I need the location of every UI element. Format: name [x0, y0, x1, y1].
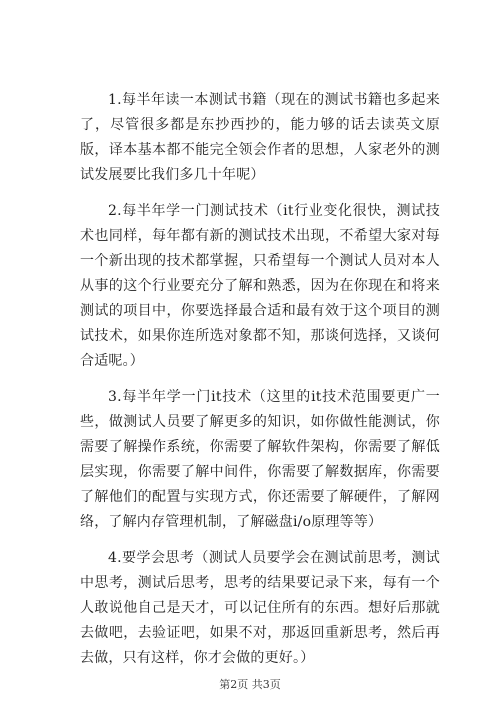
- page-number-footer: 第2页 共3页: [219, 678, 281, 691]
- paragraph-1: 1.每半年读一本测试书籍（现在的测试书籍也多起来了，尽管很多都是东抄西抄的，能力够的话去读英文原版，译本基本都不能完全领会作者的思想，人家老外的测试发展要比我们多几十年呢）: [80, 92, 440, 183]
- paragraph-4: 4.要学会思考（测试人员要学会在测试前思考，测试中思考，测试后思考，思考的结果要记录下来，每有一个人敢说他自己是天才，可以记住所有的东西。想好后那就去做吧，去验证吧，如果不对，那返回重新思考，然后再去做，只有这样，你才会做的更好。）: [80, 550, 440, 666]
- paragraph-2: 2.每半年学一门测试技术（it行业变化很快，测试技术也同样，每年都有新的测试技术出现，不希望大家对每一个新出现的技术都掌握，只希望每一个测试人员对本人从事的这个行业要充分了解和熟悉，因为在你现在和将来测试的项目中，你要选择最合适和最有效于这个项目的测试技术，如果你连所选对象都不知，那谈何选择，又谈何合适呢。）: [80, 203, 440, 369]
- paragraph-3: 3.每半年学一门it技术（这里的it技术范围要更广一些，做测试人员要了解更多的知识，如你做性能测试，你需要了解操作系统，你需要了解软件架构，你需要了解低层实现，你需要了解中间件，你需要了解数据库，你需要了解他们的配置与实现方式，你还需要了解硬件，了解网络，了解内存管理机制，了解磁盘i/o原理等等）: [80, 389, 440, 530]
- document-body: [80, 88, 440, 682]
